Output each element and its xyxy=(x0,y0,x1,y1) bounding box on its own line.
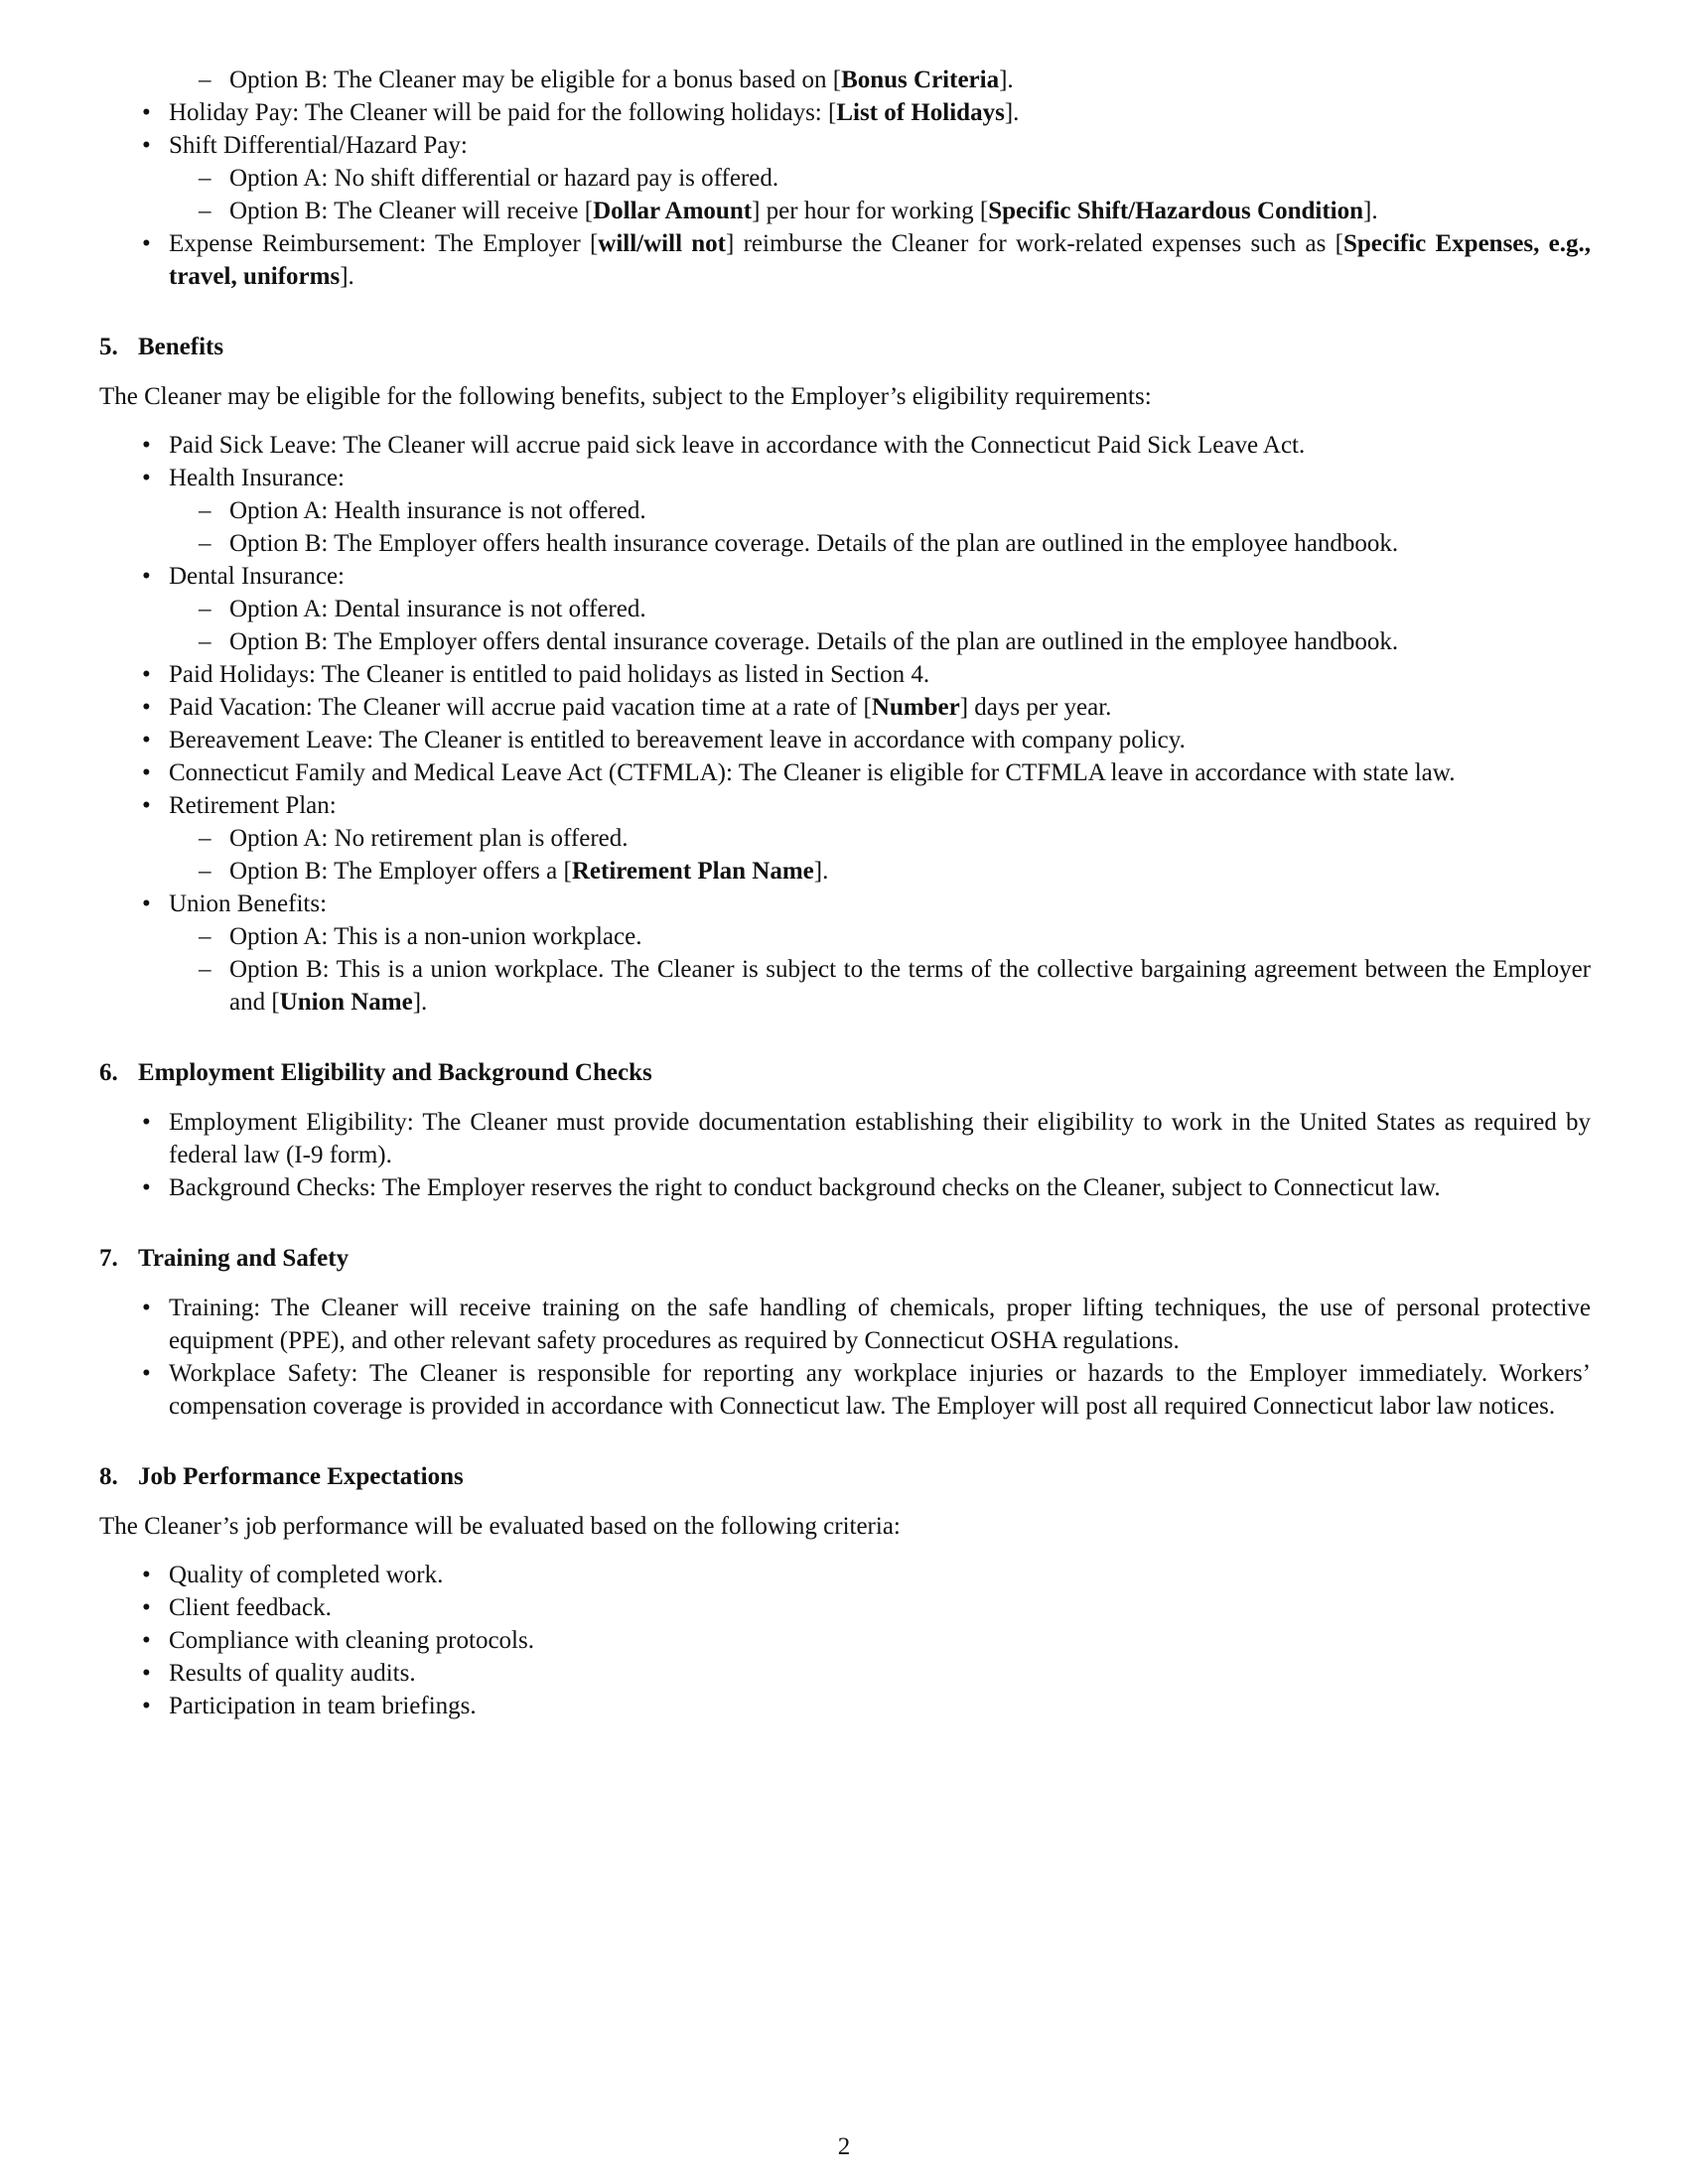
health-options xyxy=(169,494,1591,560)
section-heading-training xyxy=(99,1242,1591,1275)
union-options xyxy=(169,920,1591,1019)
text: Paid Vacation: The Cleaner will accrue paid vacation time at a rate of [ xyxy=(169,694,872,721)
background-checks-item: • Background Checks: The Employer reserves the right to conduct background checks on the Cleaner, subject to Connecticut law. xyxy=(169,1171,1591,1204)
document-body xyxy=(99,64,1591,1722)
shift-option-a: – Option A: No shift differential or hazard pay is offered. xyxy=(229,162,1591,195)
text: Option B: This is a union workplace. The Cleaner is subject to the terms of the collective bargaining agreement between the Employer and [ xyxy=(229,956,1591,1016)
section-number: 8. xyxy=(99,1463,118,1490)
item-label: Shift Differential/Hazard Pay: xyxy=(169,132,468,159)
shift-option-b xyxy=(229,195,1591,227)
holiday-pay-item xyxy=(169,96,1591,129)
section-title: Job Performance Expectations xyxy=(138,1463,464,1490)
training-list xyxy=(99,1292,1591,1423)
placeholder-will-will-not: will/will not xyxy=(598,230,726,257)
section-number: 5. xyxy=(99,334,118,360)
section-heading-benefits xyxy=(99,331,1591,363)
employment-eligibility-item: • Employment Eligibility: The Cleaner must provide documentation establishing their eligibility to work in the United States as required by federal law (I-9 form). xyxy=(169,1106,1591,1171)
placeholder-retirement-plan-name: Retirement Plan Name xyxy=(571,858,814,885)
text: ]. xyxy=(1363,198,1378,224)
bereavement-item: • Bereavement Leave: The Cleaner is entitled to bereavement leave in accordance with company policy. xyxy=(169,724,1591,756)
text: ]. xyxy=(412,989,428,1016)
performance-criteria-list xyxy=(99,1559,1591,1722)
benefits-intro: The Cleaner may be eligible for the following benefits, subject to the Employer’s eligibility requirements: xyxy=(99,383,1152,410)
union-benefits-item xyxy=(169,887,1591,1019)
section-heading-performance xyxy=(99,1460,1591,1493)
text: ]. xyxy=(1004,99,1020,126)
placeholder-dollar-amount: Dollar Amount xyxy=(593,198,753,224)
union-option-b xyxy=(229,953,1591,1019)
text: Option B: The Employer offers a [ xyxy=(229,858,572,885)
retirement-options xyxy=(169,822,1591,887)
section-number: 6. xyxy=(99,1059,118,1086)
sick-leave-item: • Paid Sick Leave: The Cleaner will accrue paid sick leave in accordance with the Connecticut Paid Sick Leave Act. xyxy=(169,429,1591,462)
health-insurance-item xyxy=(169,462,1591,560)
placeholder-bonus-criteria: Bonus Criteria xyxy=(841,67,1000,93)
criteria-item: • Quality of completed work. xyxy=(169,1559,1591,1591)
section-number: 7. xyxy=(99,1245,118,1272)
dental-insurance-item xyxy=(169,560,1591,658)
text: Option B: The Cleaner will receive [ xyxy=(229,198,594,224)
compensation-list-continued xyxy=(99,64,1591,293)
union-option-a: – Option A: This is a non-union workplace. xyxy=(229,920,1591,953)
dental-options xyxy=(169,593,1591,658)
placeholder-number: Number xyxy=(871,694,960,721)
shift-options xyxy=(169,162,1591,227)
text: Holiday Pay: The Cleaner will be paid for the following holidays: [ xyxy=(169,99,837,126)
eligibility-list xyxy=(99,1106,1591,1204)
expense-reimbursement-item xyxy=(169,227,1591,293)
criteria-item: • Results of quality audits. xyxy=(169,1657,1591,1690)
retirement-option-b xyxy=(229,855,1591,887)
text: ]. xyxy=(813,858,829,885)
item-label: Retirement Plan: xyxy=(169,792,337,819)
performance-intro: The Cleaner’s job performance will be evaluated based on the following criteria: xyxy=(99,1513,901,1540)
criteria-item: • Participation in team briefings. xyxy=(169,1690,1591,1722)
item-label: Health Insurance: xyxy=(169,465,346,491)
list-item xyxy=(169,64,1591,96)
text: ] per hour for working [ xyxy=(752,198,989,224)
paid-vacation-item xyxy=(169,691,1591,724)
benefits-list xyxy=(99,429,1591,1019)
placeholder-list-of-holidays: List of Holidays xyxy=(836,99,1005,126)
text: Option B: The Cleaner may be eligible for a bonus based on [ xyxy=(229,67,842,93)
retirement-option-a: – Option A: No retirement plan is offered. xyxy=(229,822,1591,855)
criteria-item: • Client feedback. xyxy=(169,1591,1591,1624)
placeholder-specific-shift: Specific Shift/Hazardous Condition xyxy=(988,198,1364,224)
ctfmla-item: • Connecticut Family and Medical Leave Act (CTFMLA): The Cleaner is eligible for CTFMLA leave in accordance with state law. xyxy=(169,756,1591,789)
text: ] reimburse the Cleaner for work-related expenses such as [ xyxy=(726,230,1343,257)
dental-option-b: – Option B: The Employer offers dental insurance coverage. Details of the plan are outlined in the employee handbook. xyxy=(229,625,1591,658)
dental-option-a: – Option A: Dental insurance is not offered. xyxy=(229,593,1591,625)
section-title: Training and Safety xyxy=(138,1245,350,1272)
workplace-safety-item: • Workplace Safety: The Cleaner is responsible for reporting any workplace injuries or hazards to the Employer immediately. Workers’ compensation coverage is provided in accordance with Connecticut law. The Employer will post all required Connecticut labor law notices. xyxy=(169,1357,1591,1423)
retirement-plan-item xyxy=(169,789,1591,887)
bonus-option-b xyxy=(229,64,1591,96)
paid-holidays-item: • Paid Holidays: The Cleaner is entitled to paid holidays as listed in Section 4. xyxy=(169,658,1591,691)
text: Expense Reimbursement: The Employer [ xyxy=(169,230,599,257)
section-title: Benefits xyxy=(138,334,224,360)
section-title: Employment Eligibility and Background Checks xyxy=(138,1059,652,1086)
shift-differential-item xyxy=(169,129,1591,227)
text: ] days per year. xyxy=(959,694,1112,721)
placeholder-union-name: Union Name xyxy=(279,989,413,1016)
text: ]. xyxy=(999,67,1014,93)
item-label: Dental Insurance: xyxy=(169,563,346,590)
training-item: • Training: The Cleaner will receive training on the safe handling of chemicals, proper lifting techniques, the use of personal protective equipment (PPE), and other relevant safety procedures as required by Connecticut OSHA regulations. xyxy=(169,1292,1591,1357)
health-option-a: – Option A: Health insurance is not offered. xyxy=(229,494,1591,527)
criteria-item: • Compliance with cleaning protocols. xyxy=(169,1624,1591,1657)
text: ]. xyxy=(340,263,354,290)
section-heading-eligibility xyxy=(99,1056,1591,1089)
item-label: Union Benefits: xyxy=(169,890,328,917)
page-number: 2 xyxy=(837,2133,851,2160)
health-option-b: – Option B: The Employer offers health insurance coverage. Details of the plan are outlined in the employee handbook. xyxy=(229,527,1591,560)
bonus-options xyxy=(169,64,1591,96)
placeholder-specific-expenses: Specific Expenses, e.g., travel, uniforms xyxy=(169,230,1591,290)
